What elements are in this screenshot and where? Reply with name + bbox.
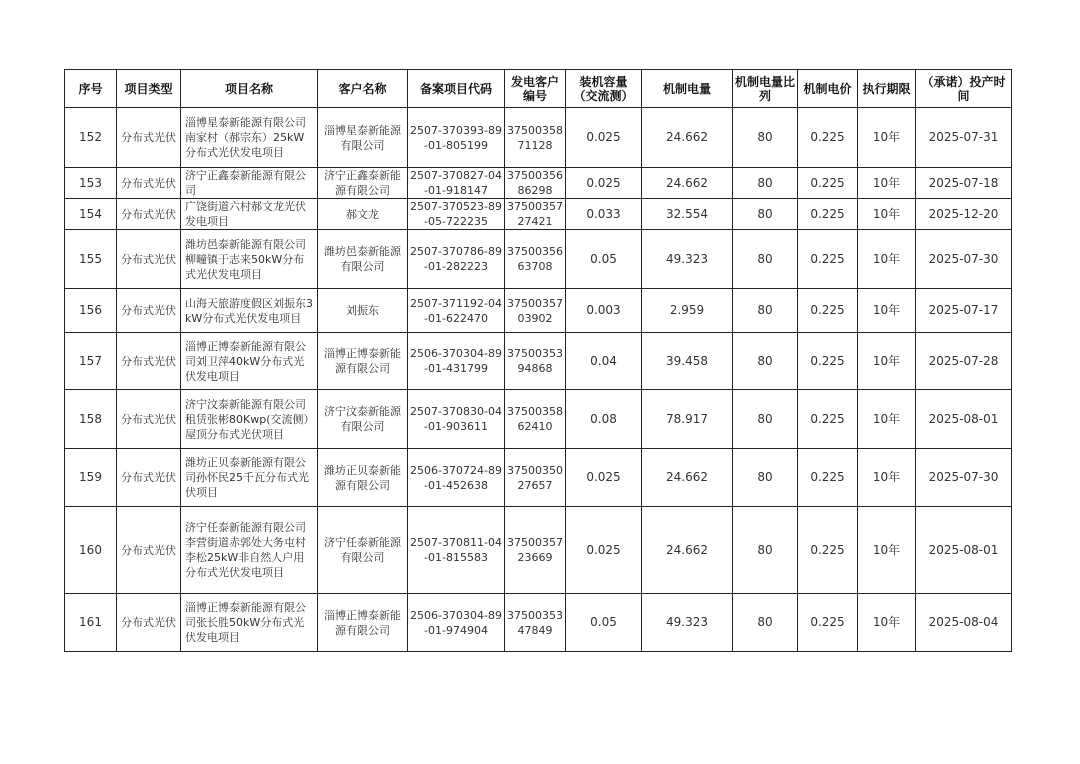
cell-type: 分布式光伏 [117,390,181,449]
cell-customer: 淄博星泰新能源有限公司 [318,108,408,168]
cell-capacity: 0.025 [566,449,642,507]
cell-price: 0.225 [798,449,858,507]
cell-seq: 160 [65,507,117,594]
header-seq: 序号 [65,70,117,108]
cell-seq: 153 [65,168,117,199]
cell-name: 广饶街道六村郝文龙光伏发电项目 [181,199,318,230]
cell-seq: 157 [65,333,117,390]
cell-name: 潍坊邑泰新能源有限公司柳疃镇于志来50kW分布式光伏发电项目 [181,230,318,289]
cell-price: 0.225 [798,230,858,289]
cell-account: 3750035871128 [505,108,566,168]
cell-code: 2506-370304-89-01-431799 [408,333,505,390]
cell-period: 10年 [858,168,916,199]
cell-price: 0.225 [798,594,858,652]
cell-name: 济宁汶泰新能源有限公司租赁张彬80Kwp(交流侧）屋顶分布式光伏项目 [181,390,318,449]
cell-date: 2025-07-30 [916,230,1012,289]
cell-account: 3750035027657 [505,449,566,507]
cell-period: 10年 [858,289,916,333]
cell-code: 2507-370393-89-01-805199 [408,108,505,168]
cell-capacity: 0.025 [566,507,642,594]
cell-name: 淄博正博泰新能源有限公司刘卫萍40kW分布式光伏发电项目 [181,333,318,390]
cell-energy: 78.917 [642,390,733,449]
table-row [65,594,1012,652]
cell-type: 分布式光伏 [117,507,181,594]
cell-capacity: 0.033 [566,199,642,230]
header-ratio: 机制电量比列 [733,70,798,108]
cell-price: 0.225 [798,507,858,594]
cell-period: 10年 [858,390,916,449]
cell-ratio: 80 [733,289,798,333]
cell-period: 10年 [858,507,916,594]
cell-type: 分布式光伏 [117,230,181,289]
cell-period: 10年 [858,230,916,289]
cell-seq: 156 [65,289,117,333]
cell-code: 2506-370724-89-01-452638 [408,449,505,507]
header-row [65,70,1012,108]
cell-account: 3750035703902 [505,289,566,333]
cell-code: 2507-370786-89-01-282223 [408,230,505,289]
cell-type: 分布式光伏 [117,199,181,230]
cell-energy: 39.458 [642,333,733,390]
cell-seq: 155 [65,230,117,289]
cell-ratio: 80 [733,230,798,289]
table-row [65,199,1012,230]
cell-name: 山海天旅游度假区刘振东3kW分布式光伏发电项目 [181,289,318,333]
cell-ratio: 80 [733,168,798,199]
cell-customer: 济宁正鑫泰新能源有限公司 [318,168,408,199]
cell-name: 淄博正博泰新能源有限公司张长胜50kW分布式光伏发电项目 [181,594,318,652]
cell-capacity: 0.025 [566,108,642,168]
header-price: 机制电价 [798,70,858,108]
cell-energy: 49.323 [642,594,733,652]
cell-date: 2025-07-28 [916,333,1012,390]
table-row [65,390,1012,449]
header-name: 项目名称 [181,70,318,108]
table-row [65,168,1012,199]
header-type: 项目类型 [117,70,181,108]
cell-type: 分布式光伏 [117,333,181,390]
cell-code: 2507-370523-89-05-722235 [408,199,505,230]
cell-ratio: 80 [733,108,798,168]
cell-seq: 161 [65,594,117,652]
table-row [65,289,1012,333]
project-table [64,69,1012,652]
header-customer: 客户名称 [318,70,408,108]
cell-seq: 152 [65,108,117,168]
header-date: （承诺）投产时间 [916,70,1012,108]
cell-ratio: 80 [733,449,798,507]
cell-account: 3750035347849 [505,594,566,652]
cell-date: 2025-08-01 [916,390,1012,449]
cell-date: 2025-08-01 [916,507,1012,594]
cell-seq: 159 [65,449,117,507]
cell-seq: 154 [65,199,117,230]
cell-code: 2507-370830-04-01-903611 [408,390,505,449]
cell-customer: 济宁汶泰新能源有限公司 [318,390,408,449]
cell-capacity: 0.04 [566,333,642,390]
cell-energy: 24.662 [642,449,733,507]
table-row [65,449,1012,507]
header-period: 执行期限 [858,70,916,108]
cell-ratio: 80 [733,199,798,230]
table-row [65,108,1012,168]
header-code: 备案项目代码 [408,70,505,108]
cell-period: 10年 [858,594,916,652]
cell-account: 3750035686298 [505,168,566,199]
cell-customer: 郝文龙 [318,199,408,230]
cell-capacity: 0.08 [566,390,642,449]
header-account: 发电客户编号 [505,70,566,108]
cell-capacity: 0.003 [566,289,642,333]
cell-type: 分布式光伏 [117,449,181,507]
cell-date: 2025-07-31 [916,108,1012,168]
cell-capacity: 0.05 [566,230,642,289]
header-capacity: 装机容量（交流测） [566,70,642,108]
cell-name: 淄博星泰新能源有限公司南家村（郝宗东）25kW分布式光伏发电项目 [181,108,318,168]
cell-type: 分布式光伏 [117,594,181,652]
cell-period: 10年 [858,449,916,507]
cell-account: 3750035663708 [505,230,566,289]
cell-date: 2025-12-20 [916,199,1012,230]
cell-energy: 2.959 [642,289,733,333]
table-row [65,507,1012,594]
cell-energy: 24.662 [642,168,733,199]
cell-customer: 潍坊邑泰新能源有限公司 [318,230,408,289]
cell-price: 0.225 [798,390,858,449]
cell-energy: 49.323 [642,230,733,289]
cell-ratio: 80 [733,594,798,652]
cell-account: 3750035727421 [505,199,566,230]
cell-customer: 济宁任泰新能源有限公司 [318,507,408,594]
cell-ratio: 80 [733,390,798,449]
cell-ratio: 80 [733,333,798,390]
header-energy: 机制电量 [642,70,733,108]
cell-code: 2507-370827-04-01-918147 [408,168,505,199]
cell-type: 分布式光伏 [117,168,181,199]
table-row [65,230,1012,289]
cell-customer: 刘振东 [318,289,408,333]
cell-price: 0.225 [798,333,858,390]
cell-type: 分布式光伏 [117,108,181,168]
cell-account: 3750035862410 [505,390,566,449]
cell-price: 0.225 [798,168,858,199]
cell-customer: 潍坊正贝泰新能源有限公司 [318,449,408,507]
cell-date: 2025-07-17 [916,289,1012,333]
cell-period: 10年 [858,333,916,390]
cell-account: 3750035394868 [505,333,566,390]
cell-name: 济宁任泰新能源有限公司李营街道赤郭处大务屯村李松25kW非自然人户用分布式光伏发电项目 [181,507,318,594]
cell-price: 0.225 [798,289,858,333]
cell-capacity: 0.05 [566,594,642,652]
cell-name: 潍坊正贝泰新能源有限公司孙怀民25千瓦分布式光伏项目 [181,449,318,507]
cell-energy: 24.662 [642,507,733,594]
cell-customer: 淄博正博泰新能源有限公司 [318,594,408,652]
cell-period: 10年 [858,199,916,230]
cell-price: 0.225 [798,199,858,230]
cell-code: 2507-370811-04-01-815583 [408,507,505,594]
table-row [65,333,1012,390]
cell-energy: 32.554 [642,199,733,230]
cell-price: 0.225 [798,108,858,168]
cell-period: 10年 [858,108,916,168]
cell-code: 2507-371192-04-01-622470 [408,289,505,333]
cell-code: 2506-370304-89-01-974904 [408,594,505,652]
cell-date: 2025-07-30 [916,449,1012,507]
cell-ratio: 80 [733,507,798,594]
cell-date: 2025-08-04 [916,594,1012,652]
cell-seq: 158 [65,390,117,449]
cell-type: 分布式光伏 [117,289,181,333]
cell-energy: 24.662 [642,108,733,168]
cell-name: 济宁正鑫泰新能源有限公司 [181,168,318,199]
cell-date: 2025-07-18 [916,168,1012,199]
cell-customer: 淄博正博泰新能源有限公司 [318,333,408,390]
cell-account: 3750035723669 [505,507,566,594]
cell-capacity: 0.025 [566,168,642,199]
